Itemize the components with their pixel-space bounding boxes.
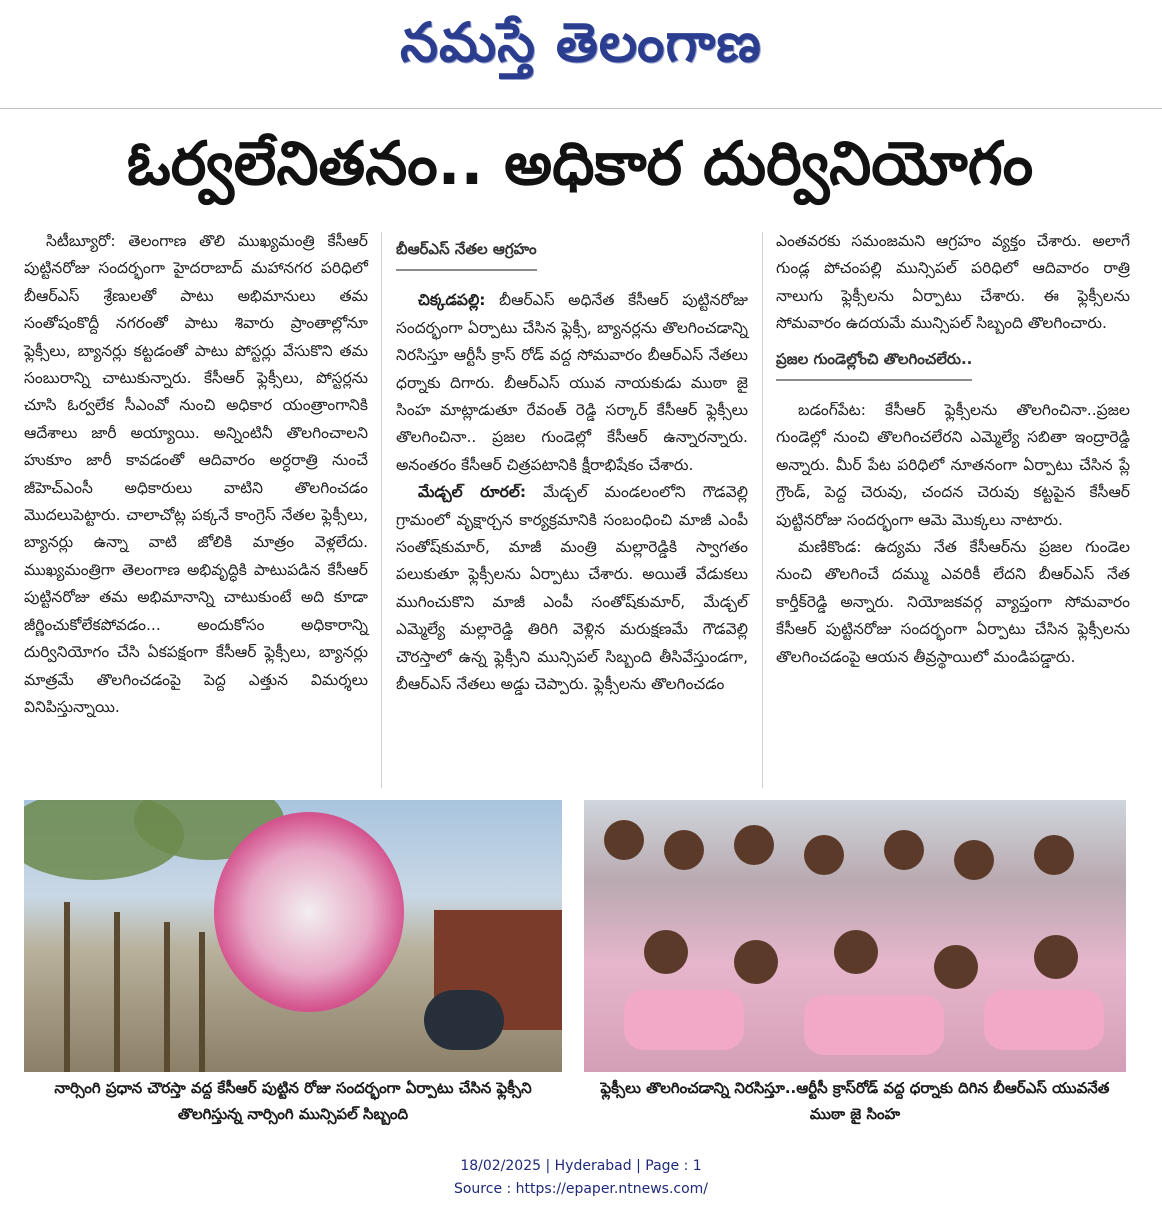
article-paragraph: సిటీబ్యూరో: తెలంగాణ తొలి ముఖ్యమంత్రి కేసీఆర్ పుట్టినరోజు సందర్భంగా హైదరాబాద్ మహానగర పరిధిలో బీఆర్ఎస్ శ్రేణులతో పాటు అభిమానులు తమ సంతోషంకొద్దీ నగరంతో పాటు శివారు ప్రాంతాల్లోనూ ఫ్లెక్సీలు, బ్యానర్లు కట్టడంతో పాటు పోస్టర్లు వేసుకొని తమ సంబురాన్ని చాటుకున్నారు. కేసీఆర్ ఫ్లెక్సీలు, పోస్టర్లను చూసి ఓర్వలేక సీఎంవో నుంచి అధికార యంత్రాంగానికి ఆదేశాలు జారీ అయ్యాయి. అన్నింటినీ తొలగించాలని హుకూం జారీ కావడంతో ఆదివారం అర్ధరాత్రి నుంచే జీహెచ్ఎంసీ అధికారులు వాటిని తొలగించడం మొదలుపెట్టారు. చాలాచోట్ల పక్కనే కాంగ్రెస్ నేతల ఫ్లెక్సీలు, బ్యానర్లు ఉన్నా వాటి జోలికి మాత్రం వెళ్లలేదు. ముఖ్యమంత్రిగా తెలంగాణ అభివృద్ధికి పాటుపడిన కేసీఆర్ పుట్టినరోజు తమ అభిమానాన్ని చాటుకుంటే అది కూడా జీర్ణించుకోలేకపోవడం... అందుకోసం అధికారాన్ని దుర్వినియోగం చేసి ఏకపక్షంగా కేసీఆర్ ఫ్లెక్సీలు, బ్యానర్లు మాత్రమే తొలగించడంపై పెద్ద ఎత్తున విమర్శలు వినిపిస్తున్నాయి. <box>24 232 368 716</box>
article-paragraph <box>396 287 748 479</box>
motorcycle <box>424 990 504 1050</box>
paragraph-text: మేడ్చల్ మండలంలోని గౌడవెల్లి గ్రామంలో వృక్షార్చన కార్యక్రమానికి సంబంధించి మాజీ ఎంపీ సంతోష్‌కుమార్, మాజీ మంత్రి మల్లారెడ్డికి స్వాగతం పలుకుతూ ఫ్లెక్సీలను ఏర్పాటు చేశారు. అయితే వేడుకలు ముగించుకొని మాజీ ఎంపీ సంతోష్‌కుమార్, మేడ్చల్ ఎమ్మెల్యే మల్లారెడ్డి తిరిగి వెళ్లిన మరుక్షణమే గౌడవెల్లి చౌరస్తాలో ఉన్న ఫ్లెక్సీని మున్సిపల్ సిబ్బంది తీసివేస్తుండగా, బీఆర్ఎస్ నేతలు అడ్డు చెప్పారు. ఫ్లెక్సీలను తొలగించడం <box>396 483 749 694</box>
photo-caption-1: నార్సింగి ప్రధాన చౌరస్తా వద్ద కేసీఆర్ పుట్టిన రోజు సందర్భంగా ఏర్పాటు చేసిన ఫ్లెక్సీని తొలగిస్తున్న నార్సింగి మున్సిపల్ సిబ్బంది <box>54 1079 532 1123</box>
article-paragraph <box>396 479 748 698</box>
masthead-divider <box>0 108 1162 109</box>
photo-caption-2: ఫ్లెక్సీలు తొలగించడాన్ని నిరసిస్తూ..ఆర్టీసీ క్రాస్‌రోడ్ వద్ద ధర్నాకు దిగిన బీఆర్ఎస్ యువనేత ముఠా జై సింహ <box>600 1079 1110 1123</box>
footer-date-line: 18/02/2025 | Hyderabad | Page : 1 <box>460 1158 702 1174</box>
dateline: చిక్కడపల్లి: <box>418 291 486 310</box>
news-photo-protest <box>584 800 1126 1072</box>
article-paragraph: బడంగ్‌పేట: కేసీఆర్ ఫ్లెక్సీలను తొలగించినా..ప్రజల గుండెల్లో నుంచి తొలగించలేరని ఎమ్మెల్యే సబితా ఇంద్రారెడ్డి అన్నారు. మీర్ పేట పరిధిలో నూతనంగా ఏర్పాటు చేసిన ప్లే గ్రౌండ్, పెద్ద చెరువు, చందన చెరువు కట్టపైన కేసీఆర్ పుట్టినరోజు సందర్భంగా ఆమె మొక్కలు నాటారు. <box>776 401 1130 529</box>
news-photo-flexi-removal <box>24 800 562 1072</box>
paragraph-text: బీఆర్ఎస్ అధినేత కేసీఆర్ పుట్టినరోజు సందర్భంగా ఏర్పాటు చేసిన ఫ్లెక్సీ, బ్యానర్లను తొలగించడాన్ని నిరసిస్తూ ఆర్టీసీ క్రాస్ రోడ్ వద్ద సోమవారం బీఆర్ఎస్ నేతలు ధర్నాకు దిగారు. బీఆర్ఎస్ యువ నాయకుడు ముఠా జై సింహ మాట్లాడుతూ రేవంత్ రెడ్డి సర్కార్ కేసీఆర్ ఫ్లెక్సీలు తొలగించినా.. ప్రజల గుండెల్లో కేసీఆర్ ఉన్నారన్నారు. అనంతరం కేసీఆర్ చిత్రపటానికి క్షీరాభిషేకం చేశారు. <box>396 291 748 474</box>
article-column-1 <box>24 228 368 788</box>
article-headline: ఓర్వలేనితనం.. అధికార దుర్వినియోగం <box>126 129 1034 199</box>
subheading: బీఆర్ఎస్ నేతల ఆగ్రహం <box>396 232 537 271</box>
article-paragraph: ఎంతవరకు సమంజమని ఆగ్రహం వ్యక్తం చేశారు. అలాగే గుండ్ల పోచంపల్లి మున్సిపల్ పరిధిలో ఆదివారం రాత్రి నాలుగు ఫ్లెక్సీలను ఏర్పాటు చేశారు. ఈ ఫ్లెక్సీలను సోమవారం ఉదయమే మున్సిపల్ సిబ్బంది తొలగించారు. <box>776 232 1130 333</box>
page-footer <box>0 1155 1162 1201</box>
masthead <box>0 0 1162 105</box>
dateline: మేడ్చల్ రూరల్: <box>418 483 527 502</box>
footer-source-link[interactable]: Source : https://epaper.ntnews.com/ <box>453 1181 709 1197</box>
subheading: ప్రజల గుండెల్లోంచి తొలగించలేరు.. <box>776 342 972 381</box>
circular-flexi-banner <box>214 812 404 1012</box>
column-divider <box>762 232 763 788</box>
newspaper-logo: నమస్తే తెలంగాణ <box>400 10 762 74</box>
column-divider <box>381 232 382 788</box>
article-column-3 <box>776 228 1130 788</box>
article-column-2 <box>396 228 748 793</box>
article-paragraph: మణికొండ: ఉద్యమ నేత కేసీఆర్‌ను ప్రజల గుండెల నుంచి తొలగించే దమ్ము ఎవరికీ లేదని బీఆర్ఎస్ నేత కార్తీక్‌రెడ్డి అన్నారు. నియోజకవర్గ వ్యాప్తంగా సోమవారం కేసీఆర్ పుట్టినరోజు సందర్భంగా ఏర్పాటు చేసిన ఫ్లెక్సీలను తొలగించడంపై ఆయన తీవ్రస్థాయిలో మండిపడ్డారు. <box>776 538 1130 666</box>
